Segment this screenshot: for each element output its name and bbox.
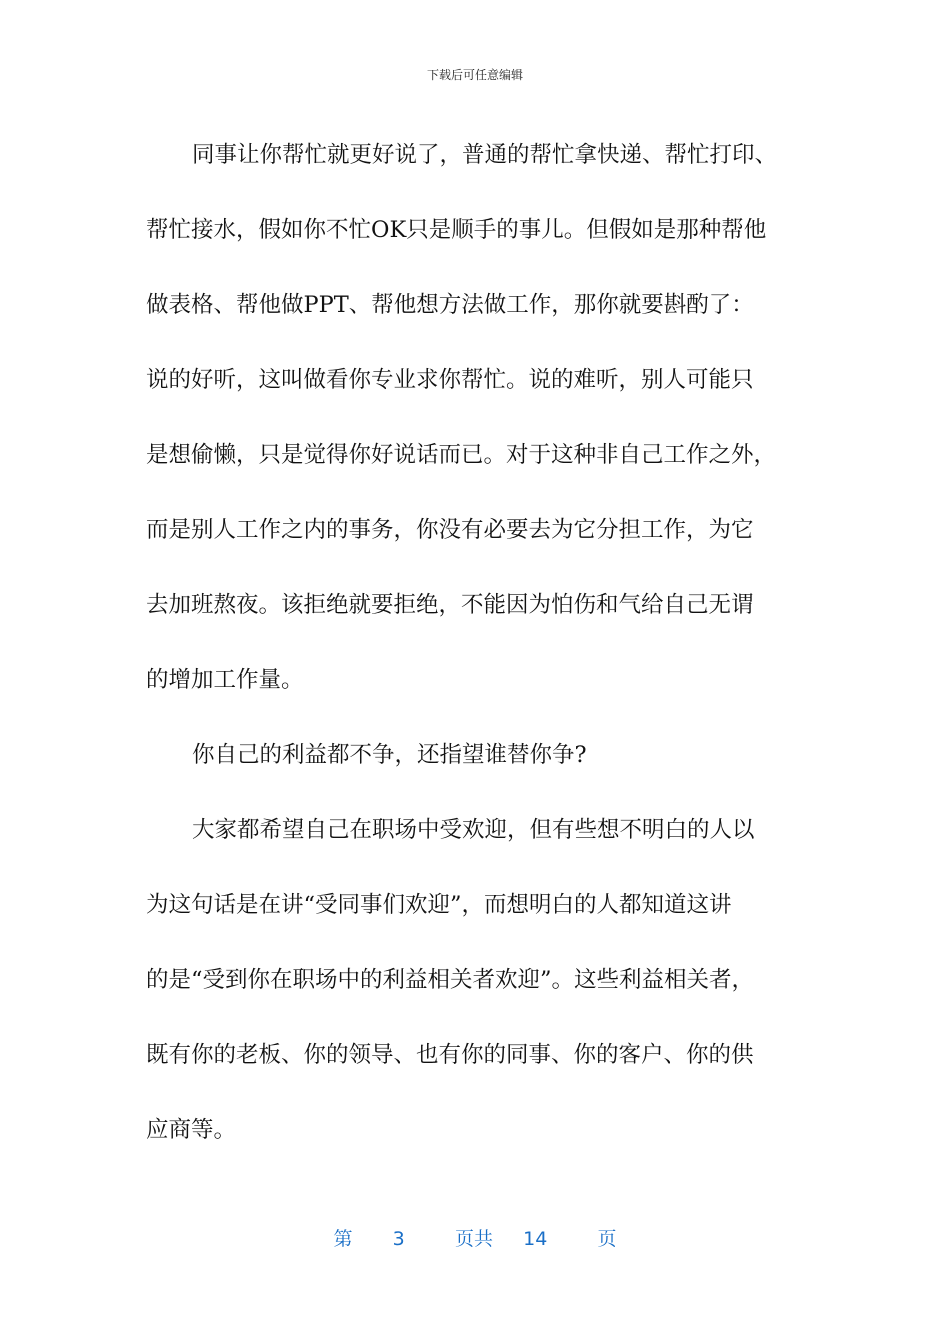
paragraph-line: 的是“受到你在职场中的利益相关者欢迎”。这些利益相关者， bbox=[146, 967, 755, 993]
paragraph-line: 的增加工作量。 bbox=[146, 667, 304, 693]
paragraph-line: 既有你的老板、你的领导、也有你的同事、你的客户、你的供 bbox=[146, 1042, 754, 1068]
paragraph-line: 你自己的利益都不争，还指望谁替你争? bbox=[192, 742, 587, 768]
paragraph-line: 帮忙接水，假如你不忙OK只是顺手的事儿。但假如是那种帮他 bbox=[146, 217, 767, 243]
paragraph-line: 为这句话是在讲“受同事们欢迎”，而想明白的人都知道这讲 bbox=[146, 892, 732, 918]
paragraph-line: 而是别人工作之内的事务，你没有必要去为它分担工作，为它 bbox=[146, 517, 754, 543]
current-page-number: 3 bbox=[392, 1228, 405, 1250]
paragraph-line: 是想偷懒，只是觉得你好说话而已。对于这种非自己工作之外， bbox=[146, 442, 777, 468]
paragraph-line: 做表格、帮他做PPT、帮他想方法做工作，那你就要斟酌了： bbox=[146, 292, 754, 318]
paragraph-line: 说的好听，这叫做看你专业求你帮忙。说的难听，别人可能只 bbox=[146, 367, 754, 393]
page-header: 下载后可任意编辑 bbox=[426, 68, 523, 82]
paragraph-line: 大家都希望自己在职场中受欢迎，但有些想不明白的人以 bbox=[192, 817, 755, 843]
paragraph-line: 应商等。 bbox=[146, 1117, 237, 1143]
footer-suffix: 页 bbox=[597, 1228, 617, 1250]
paragraph-line: 去加班熬夜。该拒绝就要拒绝，不能因为怕伤和气给自己无谓 bbox=[146, 592, 754, 618]
page-footer bbox=[0, 1224, 950, 1251]
footer-middle: 页共 bbox=[454, 1228, 493, 1250]
document-body bbox=[146, 118, 816, 1168]
paragraph-line: 同事让你帮忙就更好说了，普通的帮忙拿快递、帮忙打印、 bbox=[192, 142, 778, 168]
footer-prefix: 第 bbox=[333, 1228, 353, 1250]
total-page-count: 14 bbox=[523, 1228, 548, 1250]
